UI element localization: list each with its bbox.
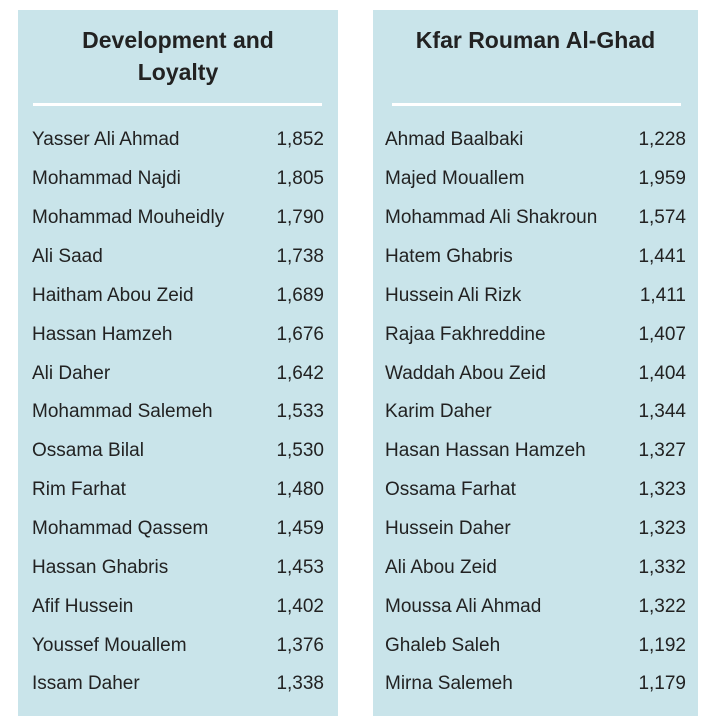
list-panel-development-and-loyalty xyxy=(18,10,338,716)
panel-title-line-1: Development and xyxy=(82,27,274,53)
panel-title xyxy=(18,24,338,88)
list-item xyxy=(373,548,698,587)
list-item xyxy=(18,238,338,277)
candidate-name: Majed Mouallem xyxy=(385,168,525,190)
candidate-name: Rajaa Fakhreddine xyxy=(385,323,546,345)
candidate-name: Ahmad Baalbaki xyxy=(385,129,524,151)
list-item xyxy=(373,354,698,393)
candidate-name: Ali Saad xyxy=(32,246,103,267)
panel-title-line-2: Loyalty xyxy=(137,59,219,85)
candidate-name: Yasser Ali Ahmad xyxy=(32,129,180,151)
candidate-name: Ali Daher xyxy=(32,362,111,384)
list-item xyxy=(373,626,698,665)
list-item xyxy=(18,199,338,238)
panel-title: Kfar Rouman Al-Ghad xyxy=(415,27,656,53)
candidate-name: Hatem Ghabris xyxy=(385,246,513,267)
vote-count: 1,852 xyxy=(276,129,324,151)
vote-count: 1,530 xyxy=(276,440,324,462)
candidate-name: Hussein Daher xyxy=(385,518,511,540)
vote-count: 1,959 xyxy=(638,168,686,190)
vote-count: 1,790 xyxy=(276,207,324,229)
list-item xyxy=(18,626,338,665)
list-item xyxy=(373,276,698,315)
list-item xyxy=(373,587,698,626)
list-panel-kfar-rouman-al-ghad xyxy=(373,10,698,716)
title-divider xyxy=(392,103,681,106)
vote-count: 1,344 xyxy=(638,401,686,423)
list-item xyxy=(373,121,698,160)
vote-count: 1,738 xyxy=(276,246,324,267)
list-item xyxy=(373,393,698,432)
candidate-name: Ali Abou Zeid xyxy=(385,556,497,578)
title-divider xyxy=(33,103,322,106)
vote-count: 1,480 xyxy=(276,479,324,501)
vote-count: 1,574 xyxy=(638,207,686,229)
vote-count: 1,805 xyxy=(276,168,324,190)
list-item xyxy=(18,393,338,432)
candidate-name: Hassan Ghabris xyxy=(32,556,169,578)
vote-count: 1,322 xyxy=(638,595,686,617)
vote-count: 1,441 xyxy=(638,246,686,267)
list-item xyxy=(373,160,698,199)
candidate-name: Youssef Mouallem xyxy=(32,634,187,656)
list-item xyxy=(373,510,698,549)
vote-count: 1,376 xyxy=(276,634,324,656)
vote-count: 1,327 xyxy=(638,440,686,462)
candidate-name: Haitham Abou Zeid xyxy=(32,284,194,306)
list-item xyxy=(373,238,698,277)
vote-count: 1,228 xyxy=(638,129,686,151)
candidate-name: Mohammad Mouheidly xyxy=(32,207,225,229)
candidate-name: Ossama Farhat xyxy=(385,479,516,501)
vote-count: 1,402 xyxy=(276,595,324,617)
list-item xyxy=(373,665,698,704)
candidate-name: Mohammad Qassem xyxy=(32,518,209,540)
candidate-name: Mirna Salemeh xyxy=(385,673,513,695)
list-item xyxy=(18,315,338,354)
vote-count: 1,453 xyxy=(276,556,324,578)
candidate-name: Rim Farhat xyxy=(32,479,126,501)
candidate-name: Ossama Bilal xyxy=(32,440,144,462)
candidate-list xyxy=(18,121,338,704)
candidate-name: Waddah Abou Zeid xyxy=(385,362,546,384)
list-item xyxy=(18,276,338,315)
candidate-name: Issam Daher xyxy=(32,673,140,695)
vote-count: 1,533 xyxy=(276,401,324,423)
vote-count: 1,338 xyxy=(276,673,324,695)
list-item xyxy=(373,315,698,354)
candidate-name: Karim Daher xyxy=(385,401,492,423)
candidate-name: Afif Hussein xyxy=(32,595,134,617)
vote-count: 1,676 xyxy=(276,323,324,345)
list-item xyxy=(373,432,698,471)
list-item xyxy=(18,121,338,160)
list-item xyxy=(18,354,338,393)
vote-count: 1,407 xyxy=(638,323,686,345)
candidate-name: Hussein Ali Rizk xyxy=(385,284,522,306)
list-item xyxy=(18,587,338,626)
vote-count: 1,642 xyxy=(276,362,324,384)
vote-count: 1,411 xyxy=(639,284,686,306)
candidate-name: Hassan Hamzeh xyxy=(32,323,173,345)
vote-count: 1,404 xyxy=(638,362,686,384)
list-item xyxy=(18,160,338,199)
candidate-name: Mohammad Najdi xyxy=(32,168,181,190)
list-item xyxy=(18,432,338,471)
candidate-name: Mohammad Ali Shakroun xyxy=(385,207,598,229)
list-item xyxy=(18,665,338,704)
vote-count: 1,459 xyxy=(276,518,324,540)
list-item xyxy=(373,471,698,510)
candidate-name: Moussa Ali Ahmad xyxy=(385,595,542,617)
list-item xyxy=(18,510,338,549)
vote-count: 1,323 xyxy=(638,479,686,501)
candidate-list xyxy=(373,121,698,704)
candidate-name: Ghaleb Saleh xyxy=(385,634,501,656)
vote-count: 1,179 xyxy=(638,673,686,695)
candidate-name: Mohammad Salemeh xyxy=(32,401,213,423)
vote-count: 1,323 xyxy=(638,518,686,540)
candidate-name: Hasan Hassan Hamzeh xyxy=(385,440,586,462)
vote-count: 1,192 xyxy=(638,634,686,656)
vote-count: 1,332 xyxy=(638,556,686,578)
list-item xyxy=(18,471,338,510)
list-item xyxy=(18,548,338,587)
list-item xyxy=(373,199,698,238)
vote-count: 1,689 xyxy=(276,284,324,306)
